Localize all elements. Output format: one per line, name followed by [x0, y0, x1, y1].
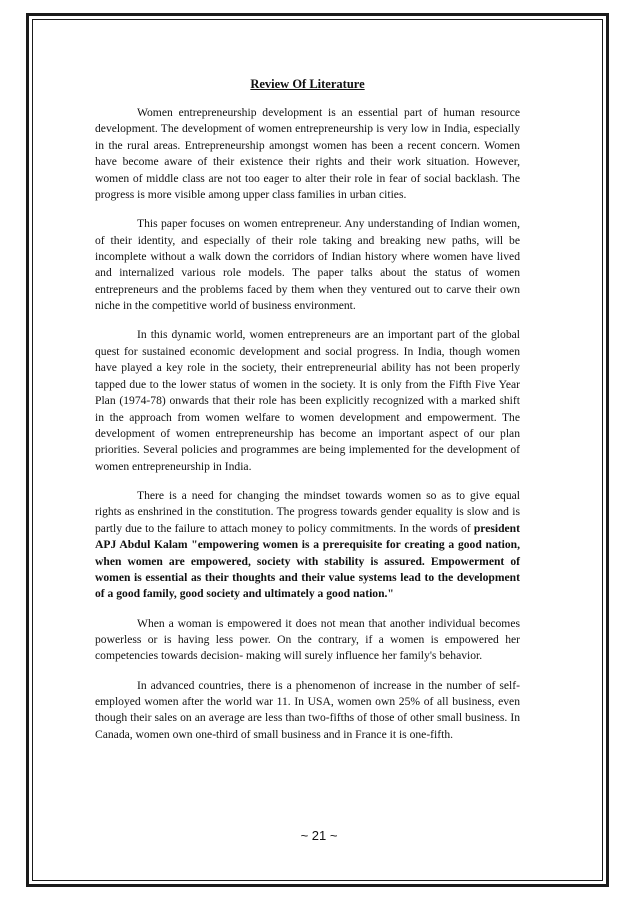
- page-number: ~ 21 ~: [300, 828, 338, 843]
- paragraph-1: Women entrepreneurship development is an essential part of human resource development. The development of women entrepreneurship is very low in India, especially in the rural areas. Entrepreneurship amongst women has been a recent concern. Women have become aware of their existence their rights and their work situation. However, women of middle class are not too eager to alter their role in fear of social backlash. The progress is more visible among upper class families in urban cities.: [95, 106, 520, 202]
- paragraph-4-text: There is a need for changing the mindset towards women so as to give equal rights as enshrined in the constitution. The progress towards gender equality is slow and is partly due to the failure to attach money to policy commitments. In the words of: [95, 488, 520, 535]
- page-title: Review Of Literature: [250, 77, 365, 91]
- paragraph-2: This paper focuses on women entrepreneur. Any understanding of Indian women, of their identity, and especially of their role taking and breaking new paths, will be incomplete without a walk down the corridors of Indian history where women have lived and internalized various role models. The paper talks about the status of women entrepreneurs and the problems faced by them when they ventured out to carve their own niche in the competitive world of business environment.: [95, 217, 520, 313]
- paragraph-6: In advanced countries, there is a phenomenon of increase in the number of self- employed women after the world war 11. In USA, women own 25% of all business, even though their sales on an average are less than two-fifths of those of other small business. In Canada, women own one-third of small business and in France it is one-fifth.: [95, 678, 520, 741]
- paragraph-3: In this dynamic world, women entrepreneurs are an important part of the global quest for sustained economic development and social progress. In India, though women have played a key role in the society, their entrepreneurial ability has not been properly tapped due to the lower status of women in the society. It is only from the Fifth Five Year Plan (1974-78) onwards that their role has been explicitly recognized with a marked shift in the approach from women welfare to women development and empowerment. The development of women entrepreneurship has become an important aspect of our plan priorities. Several policies and programmes are being implemented for the development of women entrepreneurship in India.: [95, 328, 520, 473]
- paragraph-5: When a woman is empowered it does not mean that another individual becomes powerless or is having less power. On the contrary, if a women is empowered her competencies towards decision- making will surely influence her family's behavior.: [95, 616, 520, 663]
- page-content: [95, 76, 520, 756]
- kalam-quote: president APJ Abdul Kalam "empowering women is a prerequisite for creating a good nation, when women are empowered, society with stability is assured. Empowerment of women is essential as their thoughts and their value systems lead to the development of a good family, good society and ultimately a good nation.": [95, 521, 520, 601]
- paragraph-4: [95, 488, 520, 603]
